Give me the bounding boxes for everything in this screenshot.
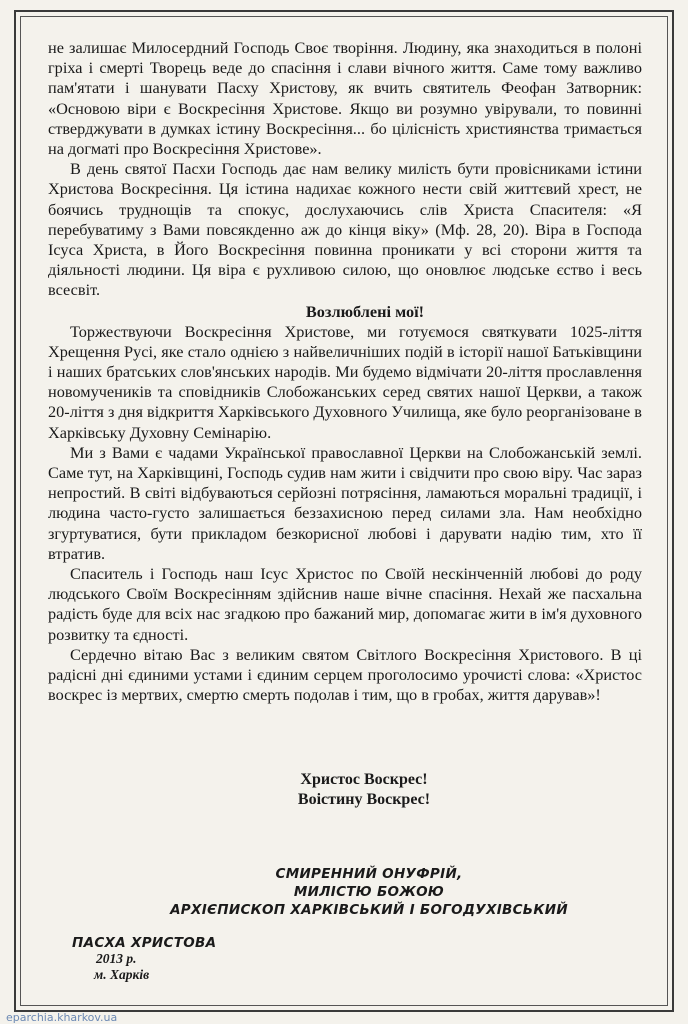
greeting-response-line: Воістину Воскрес! [297, 791, 431, 808]
date-feast: ПАСХА ХРИСТОВА [72, 935, 217, 951]
paragraph: Ми з Вами є чадами Української православної Церкви на Слобожанській землі. Саме тут, на Харківщині, Господь судив нам жити і свідчити про свою віру. Час зараз непростий. В світі відбуваються серйозні потрясіння, ламаються моральні традиції, і людина часто-густо залишається беззахисною перед силами зла. Нам необхідно згуртуватися, бути прикладом безкорисної любові і дарувати надію тим, хто її втратив. [48, 442, 642, 563]
paragraph: Торжествуючи Воскресіння Христове, ми готуємося святкувати 1025-ліття Хрещення Русі, яке стало однією з найвеличніших подій в історії нашої Батьківщини і наших братських слов'янських народів. Ми будемо відмічати 20-ліття прославлення новомучеників та сповідників Слобожанських серед святих нашої Церкви, а також 20-ліття з дня відкриття Харківського Духовного Училища, яке було реорганізоване в Харківську Духовну Семінарію. [48, 321, 642, 442]
paragraph: Спаситель і Господь наш Ісус Христос по Своїй нескінченній любові до роду людського Своїм Воскресінням здійснив наше вічне спасіння. Нехай же пасхальна радість буде для всіх нас згадкою про бажаний мир, допомагає жити в ім'я духовного розвитку та єдності. [48, 564, 642, 644]
paragraph: Сердечно вітаю Вас з великим святом Світлого Воскресіння Христового. В ці радісні дні єдиними устами і єдиним серцем проголосимо урочисті слова: «Христос воскрес із мертвих, смертю смерть подолав і тим, що в гробах, життя дарував»! [48, 644, 642, 705]
letter-body [48, 38, 642, 706]
date-block [72, 935, 216, 983]
paragraph: не залишає Милосердний Господь Своє творіння. Людину, яка знаходиться в полоні гріха і смерті Творець веде до спасіння і слави вічного життя. Саме тому важливо пам'ятати і шанувати Пасху Христову, як вчить святитель Феофан Затворник: «Основою віри є Воскресіння Христове. Якщо ви розумно увірували, то повинні стверджувати в думках істину Воскресіння... бо цілісність християнства тримається на догматі про Воскресіння Христове». [48, 38, 642, 159]
date-place: м. Харків [94, 967, 150, 982]
signature-block [0, 865, 688, 919]
paschal-greeting [0, 770, 688, 810]
signature-title: МИЛІСТЮ БОЖОЮ [293, 884, 445, 900]
source-watermark: eparchia.kharkov.ua [6, 1011, 118, 1024]
signature-office: АРХІЄПИСКОП ХАРКІВСЬКИЙ І БОГОДУХІВСЬКИЙ [170, 902, 568, 918]
section-heading: Возлюблені мої! [305, 301, 425, 321]
date-year: 2013 р. [96, 951, 137, 966]
greeting-line: Христос Воскрес! [300, 771, 428, 788]
signature-name: СМИРЕННИЙ ОНУФРІЙ, [275, 866, 463, 882]
paragraph: В день святої Пасхи Господь дає нам велику милість бути провісниками істини Христова Воскресіння. Ця істина надихає кожного нести свій життєвий хрест, не боячись труднощів та спокус, дослухаючись слів Христа Спасителя: «Я перебуватиму з Вами повсякденно аж до кінця віку» (Мф. 28, 20). Віра в Господа Ісуса Христа, в Його Воскресіння повинна проникати у всі сторони життя та діяльності людини. Ця віра є рухливою силою, що оновлює людське єство і весь всесвіт. [48, 159, 642, 300]
